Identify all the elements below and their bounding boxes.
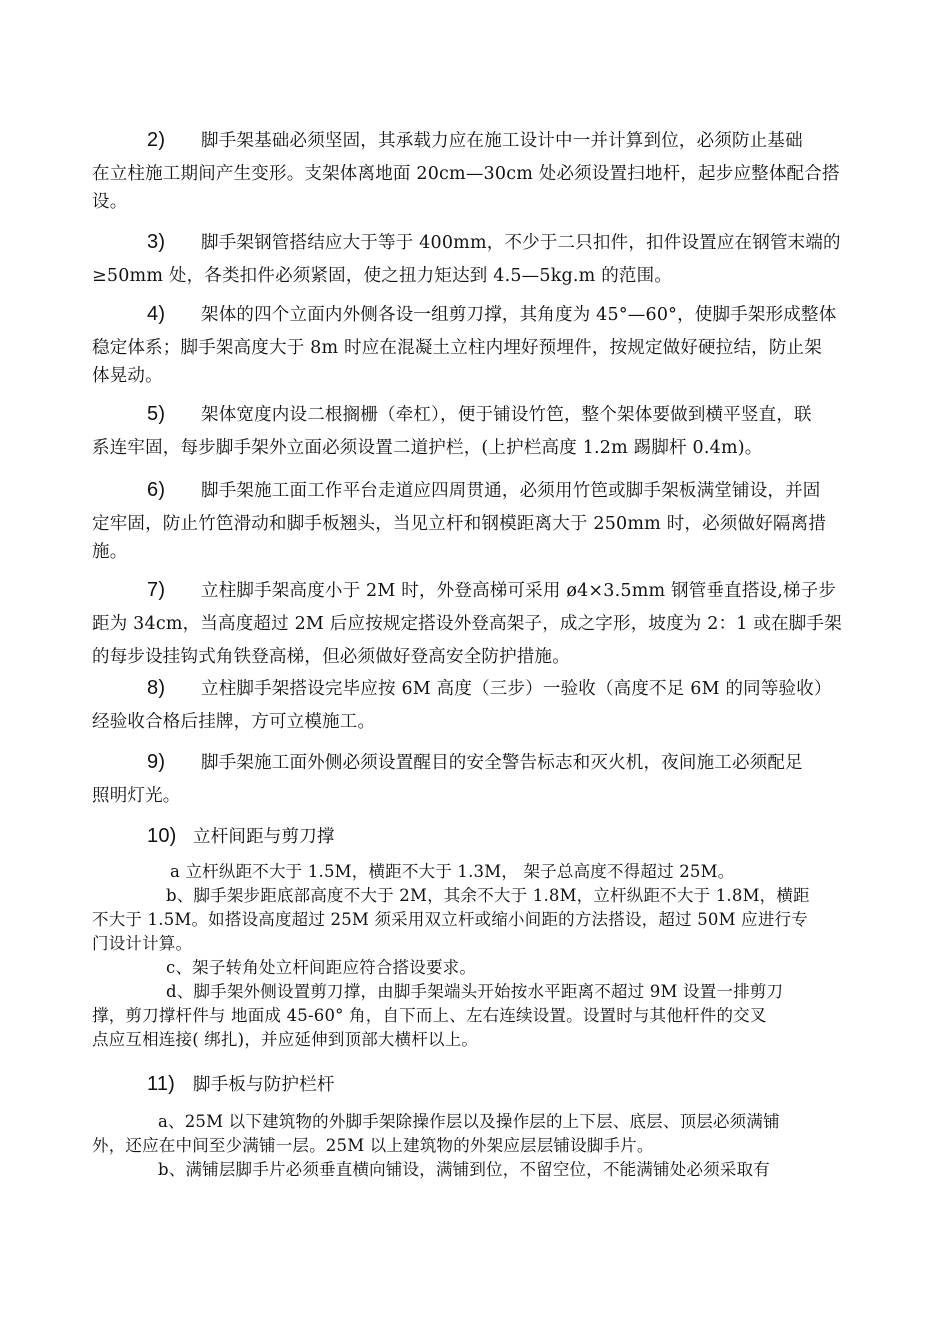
- section-10-heading: [92, 820, 862, 854]
- paragraph-line: d、脚手架外侧设置剪刀撑，由脚手架端头开始按水平距离不超过 9M 设置一排剪刀: [166, 982, 784, 1001]
- item-number: 3): [147, 231, 166, 253]
- item-number: 5): [147, 403, 166, 425]
- paragraph-line: 不大于 1.5M。如搭设高度超过 25M 须采用双立杆或缩小间距的方法搭设，超过 50M 应进行专: [92, 910, 808, 929]
- item-number: 7): [147, 579, 166, 601]
- section-number: 11): [147, 1073, 176, 1095]
- item-number: 6): [147, 479, 166, 501]
- item-line: 设。: [92, 192, 128, 212]
- item-line: 2) 脚手架基础必须坚固，其承载力应在施工设计中一并计算到位，必须防止基础: [92, 124, 862, 158]
- item-3: [92, 226, 862, 293]
- paragraph-line: 点应互相连接( 绑扎)，并应延伸到顶部大横杆以上。: [92, 1030, 479, 1049]
- item-2: [92, 124, 862, 213]
- item-line: 6) 脚手架施工面工作平台走道应四周贯通，必须用竹笆或脚手架板满堂铺设，并固: [92, 474, 862, 508]
- paragraph-line: 外，还应在中间至少满铺一层。25M 以上建筑物的外架应层层铺设脚手片。: [92, 1136, 654, 1155]
- section-heading: 10) 立杆间距与剪刀撑: [92, 820, 862, 854]
- section-10-body: [92, 860, 862, 1052]
- item-8: [92, 672, 862, 739]
- item-line: 5) 架体宽度内设二根搁栅（牵杠），便于铺设竹笆，整个架体要做到横平竖直，联: [92, 398, 862, 432]
- item-line: 稳定体系；脚手架高度大于 8m 时应在混凝土立柱内埋好预埋件，按规定做好硬拉结，防止架: [92, 338, 822, 358]
- paragraph-line: c、架子转角处立杆间距应符合搭设要求。: [166, 958, 477, 977]
- paragraph-line: a、25M 以下建筑物的外脚手架除操作层以及操作层的上下层、底层、顶层必须满铺: [158, 1112, 780, 1131]
- paragraph-line: b、脚手架步距底部高度不大于 2M，其余不大于 1.8M，立杆纵距不大于 1.8M，横距: [166, 886, 810, 905]
- item-line: 施。: [92, 542, 128, 562]
- section-heading: 11) 脚手板与防护栏杆: [92, 1068, 862, 1102]
- item-line: 8) 立柱脚手架搭设完毕应按 6M 高度（三步）一验收（高度不足 6M 的同等验收）: [92, 672, 862, 706]
- item-line: 经验收合格后挂牌，方可立模施工。: [92, 712, 376, 732]
- item-line: 7) 立柱脚手架高度小于 2M 时，外登高梯可采用 ø4×3.5mm 钢管垂直搭设,梯子步: [92, 574, 862, 608]
- paragraph-line: a 立杆纵距不大于 1.5M，横距不大于 1.3M， 架子总高度不得超过 25M。: [170, 862, 735, 881]
- section-11-heading: [92, 1068, 862, 1102]
- item-4: [92, 298, 862, 387]
- paragraph-line: b、满铺层脚手片必须垂直横向铺设，满铺到位，不留空位，不能满铺处必须采取有: [158, 1160, 770, 1179]
- item-line: 定牢固，防止竹笆滑动和脚手板翘头，当见立杆和钢模距离大于 250mm 时，必须做好隔离措: [92, 514, 827, 534]
- item-line: 4) 架体的四个立面内外侧各设一组剪刀撑，其角度为 45°—60°，使脚手架形成整体: [92, 298, 862, 332]
- section-number: 10): [147, 825, 177, 847]
- item-line: ≥50mm 处，各类扣件必须紧固，使之扭力矩达到 4.5—5kg.m 的范围。: [92, 266, 673, 286]
- item-line: 的每步设挂钩式角铁登高梯，但必须做好登高安全防护措施。: [92, 647, 570, 667]
- section-11-body: [92, 1110, 862, 1182]
- item-number: 2): [147, 129, 166, 151]
- item-line: 距为 34cm，当高度超过 2M 后应按规定搭设外登高架子，成之字形，坡度为 2：1 或在脚手架: [92, 614, 842, 634]
- paragraph-line: 门设计计算。: [92, 934, 193, 953]
- item-9: [92, 746, 862, 813]
- item-line: 9) 脚手架施工面外侧必须设置醒目的安全警告标志和灭火机，夜间施工必须配足: [92, 746, 862, 780]
- item-7: [92, 574, 862, 674]
- item-number: 9): [147, 751, 166, 773]
- item-number: 4): [147, 303, 166, 325]
- item-line: 在立柱施工期间产生变形。支架体离地面 20cm—30cm 处必须设置扫地杆，起步应整体配合搭: [92, 164, 840, 184]
- item-5: [92, 398, 862, 465]
- item-line: 照明灯光。: [92, 786, 181, 806]
- paragraph-line: 撑，剪刀撑杆件与 地面成 45-60° 角，自下而上、左右连续设置。设置时与其他杆件的交叉: [92, 1006, 767, 1025]
- item-line: 系连牢固，每步脚手架外立面必须设置二道护栏，(上护栏高度 1.2m 踢脚杆 0.4m)。: [92, 438, 763, 458]
- item-6: [92, 474, 862, 563]
- item-number: 8): [147, 677, 166, 699]
- item-line: 3) 脚手架钢管搭结应大于等于 400mm，不少于二只扣件，扣件设置应在钢管末端的: [92, 226, 862, 260]
- item-line: 体晃动。: [92, 366, 163, 386]
